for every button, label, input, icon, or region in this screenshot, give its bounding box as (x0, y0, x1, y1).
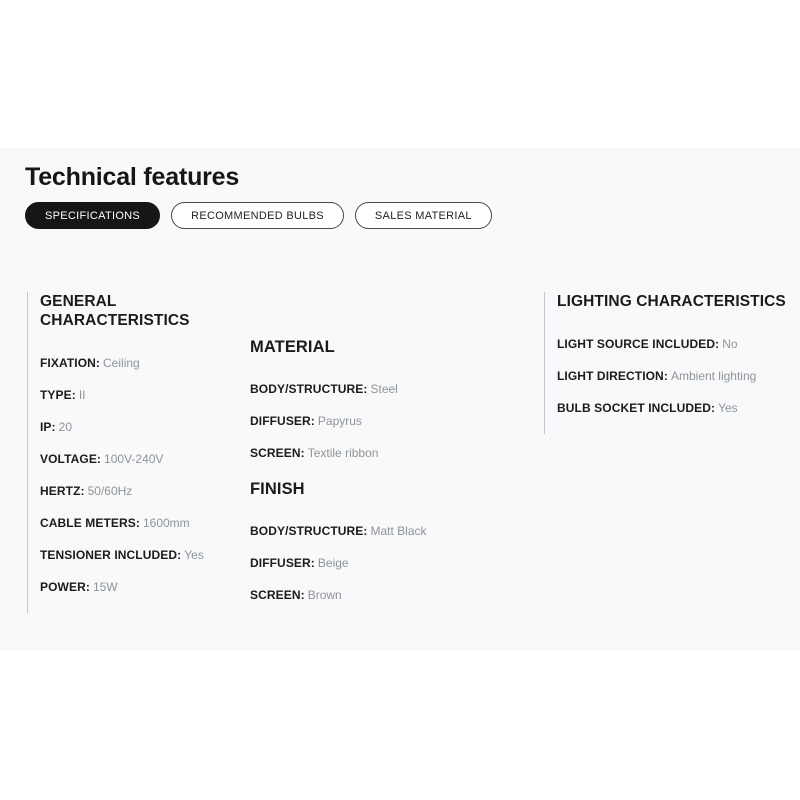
spec-row-light-source-included (557, 338, 800, 351)
spec-label: DIFFUSER: (250, 556, 315, 570)
spec-value: Ceiling (103, 356, 140, 370)
tab-specifications[interactable]: SPECIFICATIONS (25, 202, 160, 229)
spec-value: Ambient lighting (670, 369, 757, 383)
spec-label: HERTZ: (40, 484, 85, 498)
spec-row-bulb-socket-included (557, 402, 800, 415)
spec-label: BODY/STRUCTURE: (250, 382, 368, 396)
section-general-characteristics (27, 292, 250, 613)
spec-label: SCREEN: (250, 446, 305, 460)
spec-value: 100V-240V (104, 452, 164, 466)
spec-row-voltage (40, 453, 250, 466)
spec-value: 15W (92, 580, 118, 594)
material-heading: MATERIAL (250, 338, 335, 356)
spec-row-power (40, 581, 250, 594)
spec-value: 1600mm (142, 516, 190, 530)
spec-row-ip (40, 421, 250, 434)
spec-row-finish-body (250, 525, 544, 538)
spec-value: 20 (58, 420, 72, 434)
spec-label: BULB SOCKET INCLUDED: (557, 401, 716, 415)
spec-label: TYPE: (40, 388, 76, 402)
spec-label: IP: (40, 420, 56, 434)
spec-columns (0, 292, 800, 621)
general-characteristics-heading: GENERAL CHARACTERISTICS (40, 293, 190, 329)
spec-label: TENSIONER INCLUDED: (40, 548, 182, 562)
spec-value: Papyrus (317, 414, 362, 428)
spec-label: CABLE METERS: (40, 516, 140, 530)
spec-label: SCREEN: (250, 588, 305, 602)
spec-row-cable-meters (40, 517, 250, 530)
spec-value: Beige (317, 556, 349, 570)
spec-label: DIFFUSER: (250, 414, 315, 428)
spec-value: II (78, 388, 86, 402)
spec-label: BODY/STRUCTURE: (250, 524, 368, 538)
spec-label: POWER: (40, 580, 90, 594)
finish-heading: FINISH (250, 480, 305, 498)
spec-value: Textile ribbon (307, 446, 379, 460)
spec-row-finish-diffuser (250, 557, 544, 570)
spec-value: No (722, 337, 738, 351)
spec-row-tensioner-included (40, 549, 250, 562)
technical-features-section (0, 148, 800, 651)
spec-label: LIGHT SOURCE INCLUDED: (557, 337, 720, 351)
spec-value: 50/60Hz (87, 484, 133, 498)
spec-row-material-diffuser (250, 415, 544, 428)
spec-value: Yes (184, 548, 204, 562)
spec-value: Brown (307, 588, 342, 602)
spec-row-material-screen (250, 447, 544, 460)
spec-row-light-direction (557, 370, 800, 383)
tab-sales-material[interactable]: SALES MATERIAL (355, 202, 492, 229)
page-title: Technical features (25, 163, 240, 191)
section-lighting-characteristics (544, 292, 800, 434)
spec-row-material-body (250, 383, 544, 396)
spec-value: Steel (370, 382, 398, 396)
spec-row-type (40, 389, 250, 402)
spec-tabs (25, 202, 800, 229)
spec-row-hertz (40, 485, 250, 498)
spec-value: Yes (718, 401, 738, 415)
section-material-finish (250, 292, 544, 621)
spec-row-fixation (40, 357, 250, 370)
spec-label: FIXATION: (40, 356, 101, 370)
lighting-characteristics-heading: LIGHTING CHARACTERISTICS (557, 293, 786, 310)
spec-label: LIGHT DIRECTION: (557, 369, 668, 383)
tab-recommended-bulbs[interactable]: RECOMMENDED BULBS (171, 202, 344, 229)
spec-label: VOLTAGE: (40, 452, 102, 466)
spec-value: Matt Black (370, 524, 427, 538)
spec-row-finish-screen (250, 589, 544, 602)
